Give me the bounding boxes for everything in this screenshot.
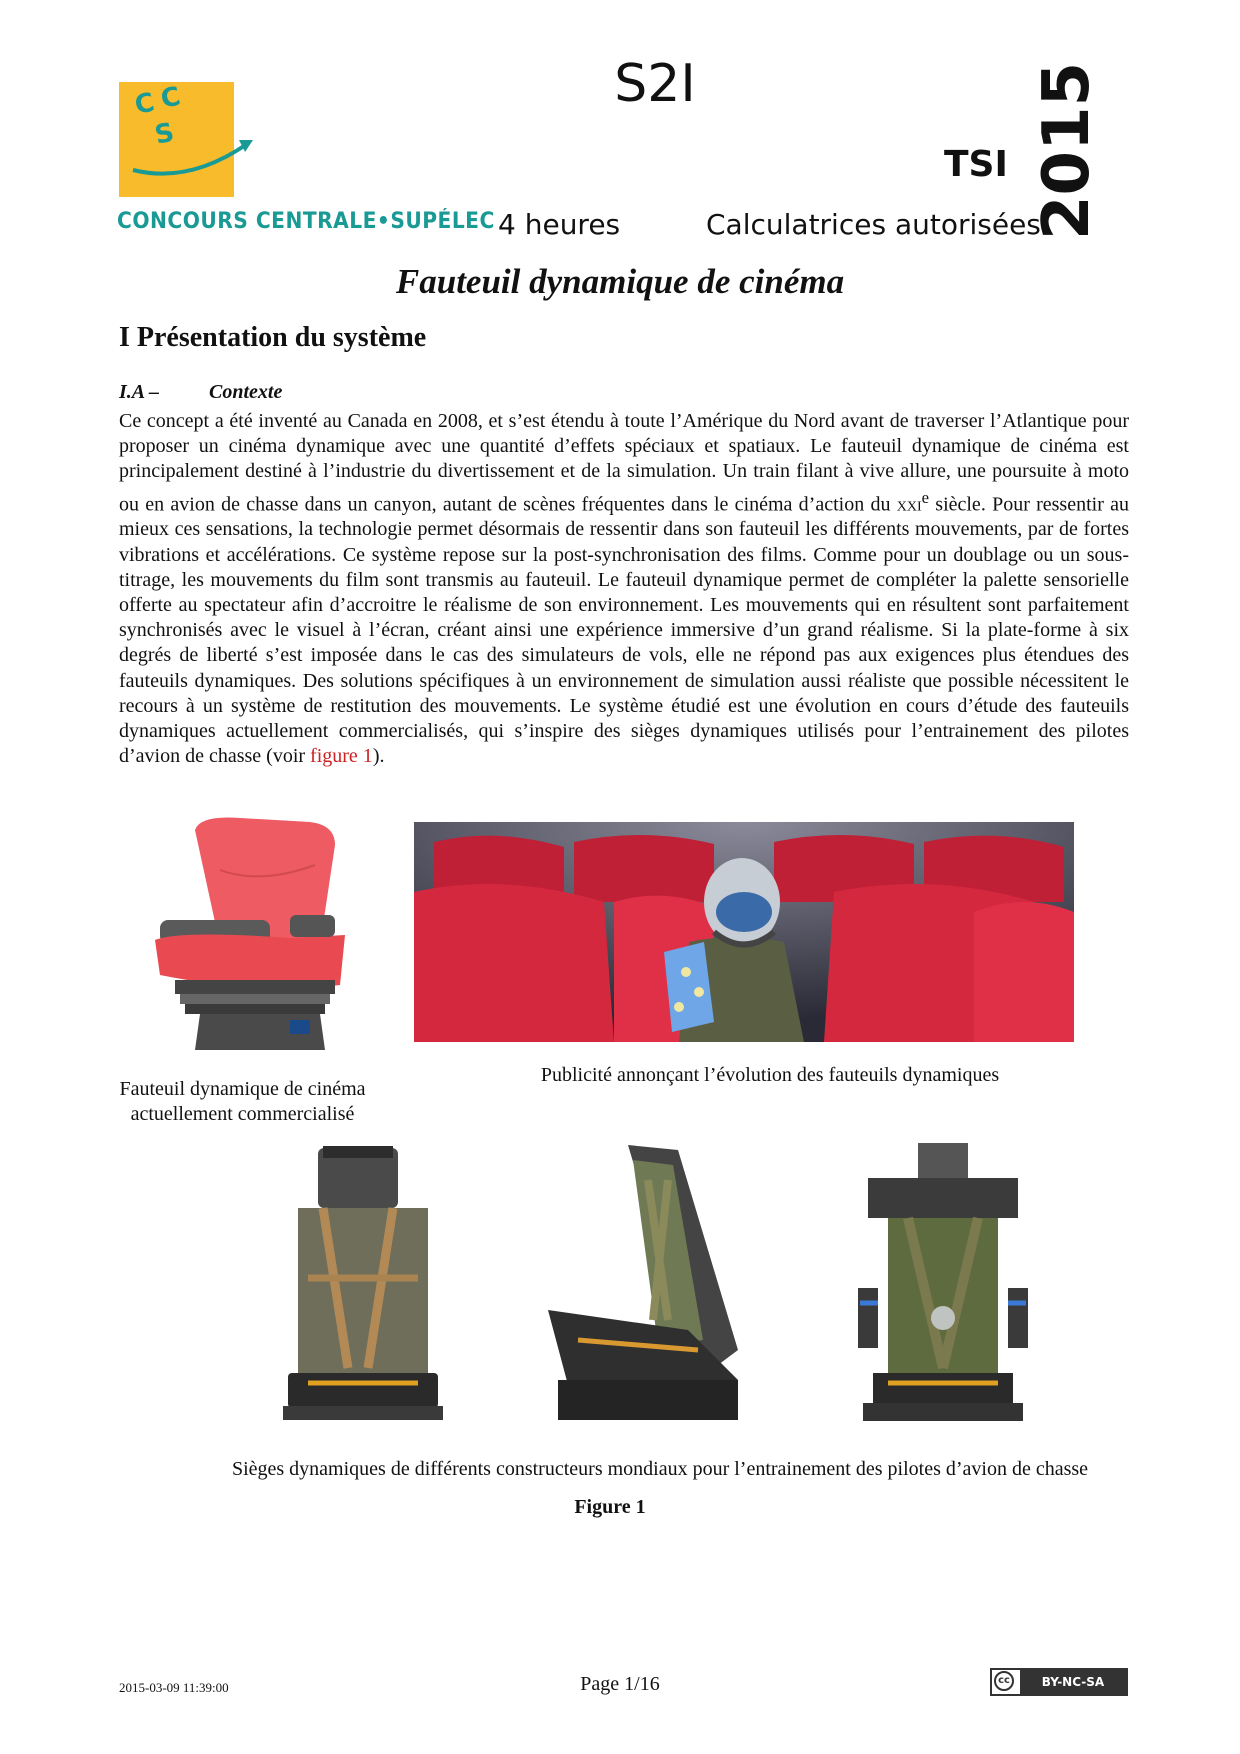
ejection-seat-image-1 [268, 1138, 458, 1433]
century-superscript: e [921, 487, 930, 507]
paragraph-text-2: siècle. Pour ressentir au mieux ces sensations, la technologie permet désormais de ressentir dans son fauteuil les différents mouvements, par de fortes vibrations et accélérations. Ce système repose sur la post-synchronisation des films. Comme pour un doublage ou un sous-titrage, les mouvements du film sont transmis au fauteuil. Le fauteuil dynamique permet de compléter la palette sensorielle offerte au spectateur afin d’accroitre le réalisme de son environnement. Les mouvements qui en résultent sont parfaitement synchronisés avec le visuel à l’écran, créant ainsi une expérience immersive d’un grand réalisme. Si la plate-forme à six degrés de liberté s’est imposée dans le cas des simulateurs de vols, elle ne répond pas aux exigences plus étendues des fauteuils dynamiques. Des solutions spécifiques à un environnement de simulation aussi réaliste que possible nécessitent le recours à un système de restitution des mouvements. Le système étudié est une évolution en cours d’étude des fauteuils dynamiques actuellement commercialisés, qui s’inspire des sièges dynamiques utilisés pour l’entrainement des pilotes d’avion de chasse (voir [119, 493, 1129, 768]
context-paragraph [119, 409, 1129, 770]
license-badge[interactable] [990, 1668, 1128, 1696]
paragraph-text-1: Ce concept a été inventé au Canada en 2008, et s’est étendu à toute l’Amérique du Nord avant de traverser l’Atlantique pour proposer un cinéma dynamique avec une quantité d’effets spéciaux et spatiaux. Le fauteuil dynamique de cinéma est principalement destiné à l’industrie du divertissement et de la simulation. Un train filant à vive allure, une poursuite à moto ou en avion de chasse dans un canyon, autant de scènes fréquentes dans le cinéma d’action du [119, 410, 1129, 516]
logo-swoosh [133, 144, 247, 174]
logo-letter-c2: C [158, 82, 184, 115]
calculator-notice: Calculatrices autorisées [706, 208, 1041, 241]
ejection-seat-image-2 [538, 1140, 758, 1440]
logo-caption: CONCOURS CENTRALE•SUPÉLEC [117, 209, 495, 234]
creative-commons-icon: cc [994, 1671, 1014, 1691]
logo-letter-s: S [152, 117, 177, 151]
subsection-title: Contexte [209, 381, 283, 403]
caption-ejection-seats: Sièges dynamiques de différents constructeurs mondiaux pour l’entrainement des pilotes d’avion de chasse [231, 1458, 1089, 1480]
figure-1-link[interactable]: figure 1 [310, 745, 373, 768]
ccs-logo [119, 82, 234, 197]
page-number: Page 1/16 [580, 1673, 660, 1695]
section-title: I Présentation du système [119, 322, 427, 353]
subsection-heading [119, 381, 282, 404]
century-numeral: xxi [896, 493, 922, 516]
timestamp: 2015-03-09 11:39:00 [119, 1680, 229, 1695]
advertisement-image [414, 822, 1074, 1042]
subsection-number: I.A – [119, 381, 160, 403]
paragraph-text-3: ). [372, 745, 385, 768]
ejection-seat-image-3 [848, 1138, 1043, 1438]
ccs-logo-mark [119, 82, 269, 197]
logo-letter-c1: C [132, 87, 158, 121]
year-label: 2015 [1030, 61, 1104, 240]
figure-label: Figure 1 [574, 1496, 646, 1518]
caption-cinema-seat: Fauteuil dynamique de cinéma actuellement commercialisé [119, 1078, 366, 1125]
document-title: Fauteuil dynamique de cinéma [395, 262, 845, 301]
license-label: BY-NC-SA [1020, 1670, 1126, 1694]
subject-title: S2I [614, 54, 696, 114]
exam-duration: 4 heures [498, 208, 621, 241]
series-label: TSI [944, 144, 1008, 185]
caption-advertisement: Publicité annonçant l’évolution des fauteuils dynamiques [540, 1064, 1000, 1086]
cinema-seat-image [140, 810, 360, 1060]
